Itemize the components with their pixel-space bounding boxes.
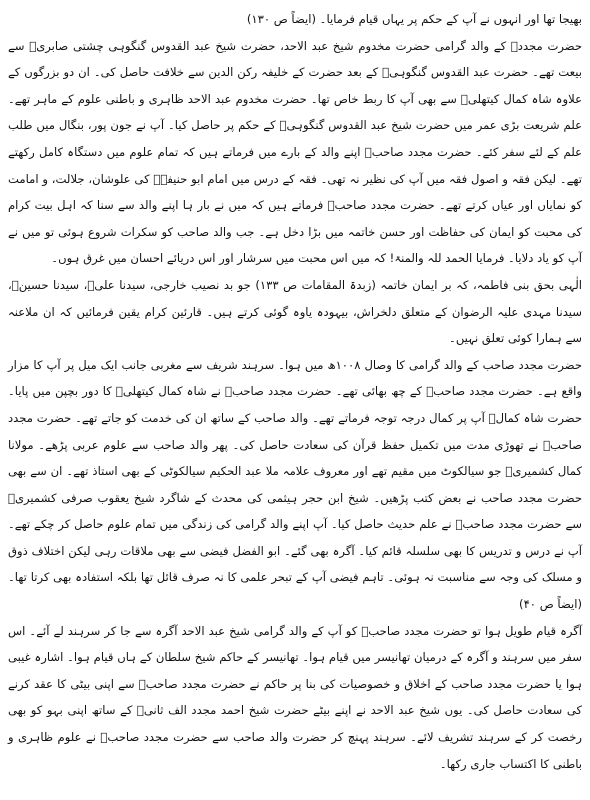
paragraph-opening: بھیجا تھا اور انہوں نے آپ کے حکم پر یہاں قیام فرمایا۔ (ایضاً ص ۱۳۰)	[246, 12, 582, 26]
paragraph-education: حضرت مجدد صاحب کے والد گرامی کا وصال ۱۰۰۸ھ میں ہوا۔ سرہند شریف سے مغربی جانب ایک میل پر آپ کا مزار واقع ہے۔ حضرت مجدد صاحبؒ کے چھ بھائی تھے۔ حضرت مجدد صاحبؒ نے شاہ کمال کیتھلیؒ کا دور بچپن میں پایا۔ حضرت شاہ کمالؒ آپ پر کمال درجہ توجہ فرماتے تھے۔ والد صاحب کے ساتھ ان کی خدمت کو جاتے تھے۔ حضرت مجدد صاحبؒ نے تھوڑی مدت میں تکمیل حفظ قرآن کی سعادت حاصل کی۔ پھر والد صاحب سے علوم عربی پڑھے۔ مولانا کمال کشمیریؒ جو سیالکوٹ میں مقیم تھے اور معروف علامہ ملا عبد الحکیم سیالکوٹی کے بھی استاذ تھے۔ ان سے بھی حضرت مجدد صاحب نے بعض کتب پڑھیں۔ شیخ ابن حجر ہیثمی کی محدث کے شاگرد شیخ یعقوب صرفی کشمیریؒ سے حضرت مجدد صاحبؒ نے علم حدیث حاصل کیا۔ آپ اپنے والد گرامی کی زندگی میں تمام علوم حاصل کر چکے تھے۔ آپ نے درس و تدریس کا بھی سلسلہ قائم کیا۔ آگرہ بھی گئے۔ ابو الفضل فیضی سے بھی ملاقات رہی لیکن اختلاف ذوق و مسلک کی وجہ سے مناسبت نہ ہوئی۔ تاہم فیضی آپ کے تبحر علمی کا نہ صرف قائل تھا بلکہ استفادہ بھی کرتا تھا۔ (ایضاً ص ۴۰)	[8, 357, 582, 612]
paragraph-father-bio: حضرت مجددؒ کے والد گرامی حضرت مخدوم شیخ عبد الاحد، حضرت شیخ عبد القدوس گنگوہی چشتی صابریؒ سے بیعت تھے۔ حضرت عبد القدوس گنگوہیؒ کے بعد حضرت کے خلیفہ رکن الدین سے خلافت حاصل کی۔ ان دو بزرگوں کے علاوہ شاہ کمال کیتھلیؒ سے بھی آپ کا ربط خاص تھا۔ حضرت مخدوم عبد الاحد ظاہری و باطنی علوم کے ماہر تھے۔ علم شریعت بڑی عمر میں حضرت شیخ عبد القدوس گنگوہیؒ کے حکم پر حاصل کیا۔ آپ نے جون پور، بنگال میں طلب علم کے لئے سفر کئے۔ حضرت مجدد صاحبؒ اپنے والد کے بارے میں فرماتے ہیں کہ تمام علوم میں دستگاہ کامل رکھتے تھے۔ لیکن فقہ و اصول فقہ میں آپ کی نظیر نہ تھی۔ فقہ کے درس میں امام ابو حنیفہؒ کی علوشان، جلالت، و امامت کو نمایاں اور عیاں کرتے تھے۔ حضرت مجدد صاحبؒ فرماتے ہیں کہ میں نے بار ہا اپنے والد سے سنا کہ اہل بیت کرام کی محبت کو ایمان کی حفاظت اور حسن خاتمہ میں بڑا دخل ہے۔ جب والد صاحب کو سکرات شروع ہوئی تو میں نے آپ کو یاد دلایا۔ فرمایا الحمد للہ والمنۃ! کہ میں اس محبت میں سرشار اور اس دریائے احسان میں غرق ہوں۔	[8, 38, 582, 266]
paragraph-prayer-quote: الٰہی بحق بنی فاطمہ، کہ بر ایمان خاتمہ (زبدۃ المقامات ص ۱۳۳) جو بد نصیب خارجی، سیدنا علیؓ، سیدنا حسینؓ، سیدنا مہدی علیہ الرضوان کے متعلق دلخراش، بیہودہ یاوہ گوئی کرتے ہیں۔ قارئین کرام یقین فرمائیں کہ ان ملاعنہ سے ہمارا کوئی تعلق نہیں۔	[8, 277, 582, 346]
document-page	[8, 6, 582, 794]
paragraph-agra-sirhind: آگرہ قیام طویل ہوا تو حضرت مجدد صاحبؒ کو آپ کے والد گرامی شیخ عبد الاحد آگرہ سے جا کر سرہند لے آئے۔ اس سفر میں سرہند و آگرہ کے درمیان تھانیسر میں قیام ہوا۔ تھانیسر کے حاکم شیخ سلطان کے ہاں قیام ہوا۔ اشارہ غیبی ہوا یا حضرت مجدد صاحب کے اخلاق و خصوصیات کی بنا پر حاکم نے حضرت مجدد صاحبؒ سے اپنی بیٹی کا عقد کرنے کی سعادت حاصل کی۔ یوں شیخ عبد الاحد نے اپنے بیٹے حضرت شیخ احمد مجدد الف ثانیؒ کے ساتھ اپنی بہو کو بھی رخصت کر کے سرہند تشریف لائے۔ سرہند پہنچ کر حضرت والد صاحب سے حضرت مجدد صاحبؒ نے علوم ظاہری و باطنی کا اکتساب جاری رکھا۔	[8, 623, 582, 771]
